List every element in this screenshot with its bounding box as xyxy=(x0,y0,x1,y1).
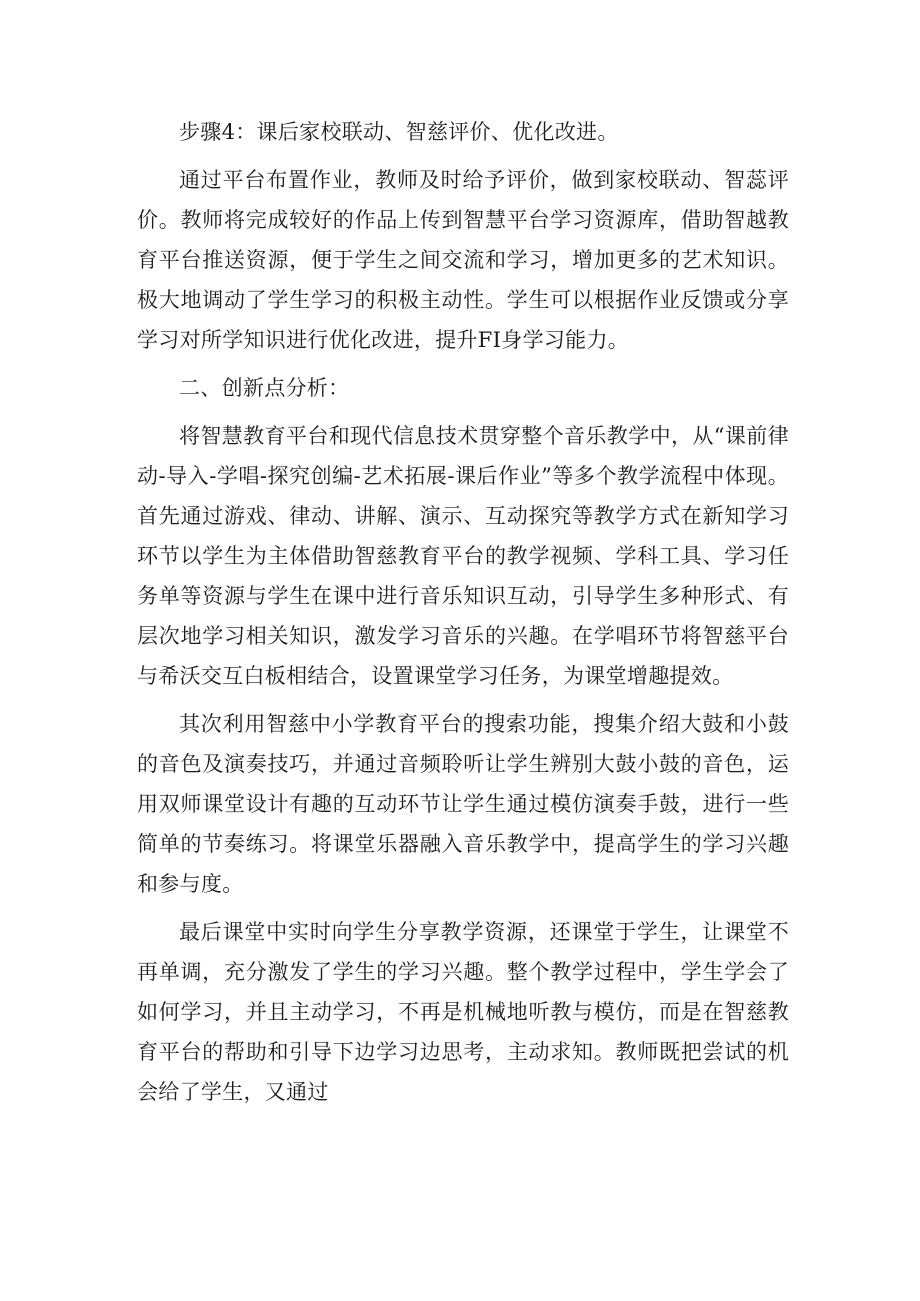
paragraph-homework-evaluation: 通过平台布置作业，教师及时给予评价，做到家校联动、智蕊评价。教师将完成较好的作品上传到智慧平台学习资源库，借助智越教育平台推送资源，便于学生之间交流和学习，增加更多的艺术知识。极大地调动了学生学习的积极主动性。学生可以根据作业反馈或分享学习对所学知识进行优化改进，提升FI身学习能力。 xyxy=(137,168,789,352)
step-heading: 步骤4：课后家校联动、智慈评价、优化改进。 xyxy=(179,120,619,144)
paragraph-resource-sharing: 最后课堂中实时向学生分享教学资源，还课堂于学生，让课堂不再单调，充分激发了学生的学习兴趣。整个教学过程中，学生学会了如何学习，并且主动学习，不再是机械地听教与模仿，而是在智慈教育平台的帮助和引导下边学习边思考，主动求知。教师既把尝试的机会给了学生，又通过 xyxy=(137,920,789,1104)
document-body xyxy=(137,112,789,1120)
paragraph-platform-integration: 将智慧教育平台和现代信息技术贯穿整个音乐教学中，从“课前律动-导入-学唱-探究创编-艺术拓展-课后作业”等多个教学流程中体现。首先通过游戏、律动、讲解、演示、互动探究等教学方式在新知学习环节以学生为主体借助智慈教育平台的教学视频、学科工具、学习任务单等资源与学生在课中进行音乐知识互动，引导学生多种形式、有层次地学习相关知识，激发学习音乐的兴趣。在学唱环节将智慈平台与希沃交互白板相结合，设置课堂学习任务，为课堂增趣提效。 xyxy=(137,424,789,688)
section-heading-innovation: 二、创新点分析： xyxy=(179,376,350,400)
paragraph-drum-activity: 其次利用智慈中小学教育平台的搜索功能，搜集介绍大鼓和小鼓的音色及演奏技巧，并通过音频聆听让学生辨别大鼓小鼓的音色，运用双师课堂设计有趣的互动环节让学生通过模仿演奏手鼓，进行一些简单的节奏练习。将课堂乐器融入音乐教学中，提高学生的学习兴趣和参与度。 xyxy=(137,712,789,896)
